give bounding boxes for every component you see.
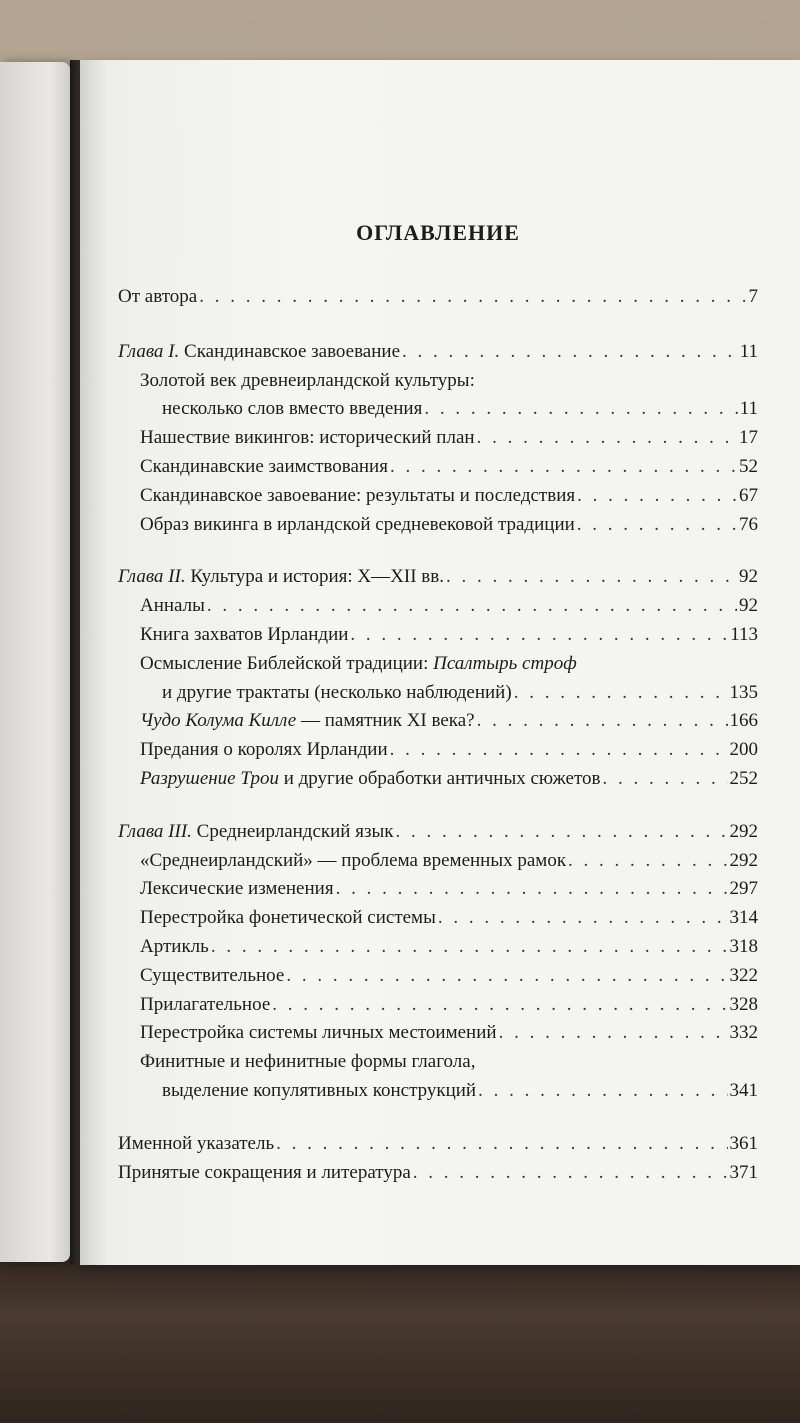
page-number: 67 [739, 484, 758, 506]
entry-title: Именной указатель [118, 1132, 275, 1154]
chapter-label: Глава I. [118, 340, 180, 362]
chapter-heading [118, 821, 393, 843]
leader-dots [577, 485, 737, 507]
entry-title: Лексические изменения [140, 878, 334, 900]
entry-title: Предания о королях Ирландии [140, 739, 388, 761]
wood-surface [0, 1240, 800, 1423]
toc-entry [118, 994, 758, 1023]
entry-title [140, 768, 600, 790]
entry-title: Перестройка фонетической системы [140, 907, 436, 929]
toc-entry [118, 485, 758, 514]
leader-dots [478, 1080, 727, 1102]
leader-dots [272, 994, 727, 1016]
toc-entry [118, 624, 758, 653]
page-number: 52 [739, 455, 758, 477]
leader-dots [438, 907, 728, 929]
entry-title: Скандинавское завоевание: результаты и последствия [140, 484, 576, 506]
leader-dots [199, 286, 746, 308]
table-of-contents [118, 220, 758, 1190]
leader-dots [514, 682, 728, 704]
leader-dots [276, 1133, 727, 1155]
leader-dots [211, 936, 728, 958]
leader-dots [350, 624, 728, 646]
leader-dots [477, 710, 728, 732]
toc-entry [118, 1022, 758, 1051]
page-number: 7 [748, 286, 758, 307]
entry-title: и другие трактаты (несколько наблюдений) [162, 681, 512, 703]
entry-title: Перестройка системы личных местоимений [140, 1022, 497, 1044]
page-number: 76 [739, 513, 758, 535]
leader-dots [207, 595, 737, 617]
entry-title-italic: Псалтырь строф [433, 652, 577, 674]
page-number: 200 [729, 739, 758, 761]
toc-entry [118, 1080, 758, 1109]
leader-dots [286, 965, 727, 987]
entry-title: несколько слов вместо введения [162, 398, 423, 420]
leader-dots [602, 768, 727, 790]
entry-title: Существительное [140, 964, 285, 986]
leader-dots [390, 456, 737, 478]
page-number: 113 [730, 623, 758, 645]
chapter-title: Скандинавское завоевание [184, 340, 401, 362]
leader-dots [413, 1162, 728, 1184]
page-number: 11 [739, 398, 758, 420]
toc-entry [118, 936, 758, 965]
page-number: 322 [729, 964, 758, 986]
chapter-label: Глава II. [118, 566, 186, 588]
leader-dots [577, 514, 737, 536]
leader-dots [446, 566, 737, 588]
page-number: 166 [729, 710, 758, 732]
page-number: 297 [729, 878, 758, 900]
toc-entry [118, 739, 758, 768]
page-number: 11 [739, 340, 758, 362]
toc-entry [118, 514, 758, 543]
leader-dots [390, 739, 728, 761]
page-number: 328 [729, 993, 758, 1015]
chapter-heading [118, 566, 444, 588]
leader-dots [424, 398, 737, 420]
toc-entry-preface [118, 286, 758, 315]
entry-title-italic: Разрушение Трои [140, 767, 279, 789]
entry-title-rest: и другие обработки античных сюжетов [278, 767, 601, 789]
toc-entry [118, 907, 758, 936]
entry-title: Анналы [140, 595, 205, 617]
chapter-heading [118, 341, 400, 363]
toc-entry [118, 878, 758, 907]
leader-dots [499, 1022, 728, 1044]
leader-dots [568, 850, 727, 872]
page-number: 318 [729, 935, 758, 957]
entry-title-italic: Чудо Колума Килле [140, 710, 297, 732]
page-number: 92 [739, 595, 758, 617]
entry-title: «Среднеирландский» — проблема временных рамок [140, 849, 567, 871]
chapter-title: Культура и история: X—XII вв. [190, 566, 444, 588]
page-number: 341 [729, 1079, 758, 1101]
page-number: 252 [729, 767, 758, 789]
toc-entry [118, 456, 758, 485]
entry-title: Нашествие викингов: исторический план [140, 427, 475, 449]
toc-entry [118, 768, 758, 797]
page-number: 332 [729, 1022, 758, 1044]
leader-dots [395, 821, 727, 843]
toc-entry [118, 682, 758, 711]
toc-entry [118, 595, 758, 624]
page-number: 135 [729, 681, 758, 703]
page-number: 361 [729, 1132, 758, 1154]
entry-title: Книга захватов Ирландии [140, 623, 349, 645]
toc-entry [118, 427, 758, 456]
toc-entry-line: Финитные и нефинитные формы глагола, [140, 1051, 476, 1073]
leader-dots [402, 341, 738, 363]
left-page-edge [0, 62, 70, 1262]
toc-entry [118, 965, 758, 994]
toc-chapter-3 [118, 821, 758, 850]
entry-title: выделение копулятивных конструкций [162, 1079, 477, 1101]
page-title: ОГЛАВЛЕНИЕ [356, 220, 520, 245]
page-number: 314 [729, 907, 758, 929]
entry-title: Прилагательное [140, 993, 271, 1015]
toc-entry [118, 710, 758, 739]
entry-title: Скандинавские заимствования [140, 455, 388, 477]
entry-title-rest: — памятник XI века? [296, 710, 475, 732]
toc-chapter-2 [118, 566, 758, 595]
toc-entry-line [118, 653, 758, 682]
toc-entry-index [118, 1133, 758, 1162]
entry-title: Принятые сокращения и литература [118, 1161, 411, 1183]
toc-entry [118, 398, 758, 427]
toc-entry-abbreviations [118, 1162, 758, 1191]
page-number: 292 [729, 820, 758, 842]
page-number: 371 [729, 1161, 758, 1183]
toc-chapter-1 [118, 341, 758, 370]
page-number: 92 [739, 566, 758, 588]
entry-title: Артикль [140, 935, 209, 957]
leader-dots [477, 427, 737, 449]
toc-entry [118, 850, 758, 879]
entry-title: От автора [118, 286, 198, 307]
toc-entry-line: Золотой век древнеирландской культуры: [140, 369, 475, 391]
entry-title [140, 710, 475, 732]
chapter-label: Глава III. [118, 820, 192, 842]
entry-title: Осмысление Библейской традиции: [140, 652, 434, 674]
chapter-title: Среднеирландский язык [196, 820, 394, 842]
entry-title: Образ викинга в ирландской средневековой традиции [140, 513, 575, 535]
page-number: 17 [739, 427, 758, 449]
page-number: 292 [729, 849, 758, 871]
leader-dots [336, 878, 728, 900]
